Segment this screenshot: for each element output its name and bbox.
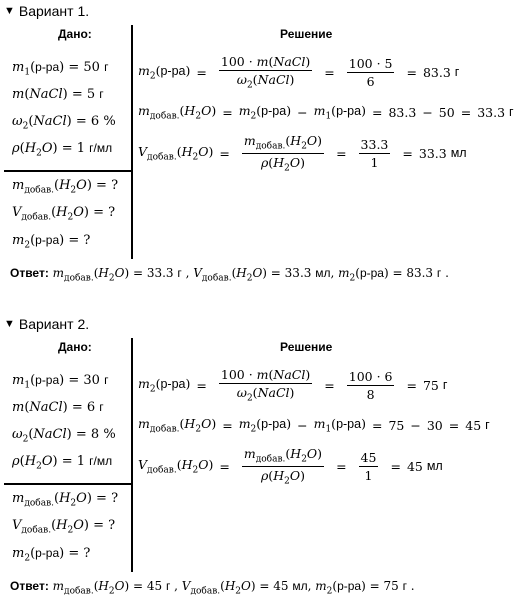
formula-v-add: $V_{добав.}(H_2O)$ = $\frac{m_{добав.}(H_2O)}{\rho(H_2O)}$ = $\frac{33.3}{1}$ = 33.3 мл	[138, 133, 467, 173]
divider-horizontal	[4, 170, 133, 172]
variant-1-toggle[interactable]	[4, 3, 89, 19]
solution-title: Решение	[280, 340, 333, 354]
answer-line: Ответ: $m_{добав.}(H_2O) = 33.3$ г , $V_{добав.}(H_2O) = 33.3$ мл, $m_2(р-ра) = 83.3$ г .	[10, 266, 449, 284]
formula-m2: $m_2(р-ра)$ = $\frac{\text{100 · m(NaCl)}}{\omega_2(NaCl)}$ = $\frac{100 \cdot 6}{8}$ = 75 г	[138, 367, 448, 404]
solution-title: Решение	[280, 27, 333, 41]
variant-1	[0, 0, 514, 300]
find-v-add: $V_{добав.}(H_2O)$ = ?	[12, 205, 116, 223]
divider-vertical	[131, 338, 133, 572]
formula-v-add: $V_{добав.}(H_2O)$ = $\frac{m_{добав.}(H_2O)}{\rho(H_2O)}$ = $\frac{45}{1}$ = 45 мл	[138, 446, 443, 486]
answer-line: Ответ: $m_{добав.}(H_2O) = 45$ г , $V_{добав.}(H_2O) = 45$ мл, $m_2(р-ра) = 75$ г .	[10, 579, 415, 597]
given-m1: $m_1(р-ра) = 50$ г	[12, 60, 109, 78]
variant-2-toggle[interactable]	[4, 316, 89, 332]
given-m-nacl: m(NaCl) = 5 г	[12, 87, 104, 102]
find-v-add: $V_{добав.}(H_2O)$ = ?	[12, 518, 116, 536]
given-rho: $\rho(H_2O) = 1$ г/мл	[12, 454, 113, 472]
given-m-nacl: m(NaCl) = 6 г	[12, 400, 104, 415]
find-m-add: $m_{добав.}(H_2O)$ = ?	[12, 178, 119, 196]
find-m2: $m_2(р-ра)$ = ?	[12, 233, 91, 251]
divider-vertical	[131, 25, 133, 259]
formula-m-add: $m_{добав.}(H_2O)$ = $m_2(р-ра)$ − $m_1(р-ра)$ = 75 − 30 = 45 г	[138, 416, 490, 435]
given-w2: $\omega_2(NaCl) = 8$ %	[12, 427, 116, 445]
formula-m2: $m_2(р-ра)$ = $\frac{\text{100 · m(NaCl)}}{\omega_2(NaCl)}$ = $\frac{100 \cdot 5}{6}$ = 83.3 г	[138, 54, 460, 91]
variant-2-title: Вариант 2.	[18, 316, 90, 332]
divider-horizontal	[4, 483, 133, 485]
given-rho: $\rho(H_2O) = 1$ г/мл	[12, 141, 113, 159]
find-m2: $m_2(р-ра)$ = ?	[12, 546, 91, 564]
find-m-add: $m_{добав.}(H_2O)$ = ?	[12, 491, 119, 509]
given-title: Дано:	[58, 340, 92, 354]
triangle-down-icon: ▼	[4, 5, 15, 17]
variant-2	[0, 313, 500, 607]
given-m1: $m_1(р-ра) = 30$ г	[12, 373, 109, 391]
given-title: Дано:	[58, 27, 92, 41]
given-w2: $\omega_2(NaCl) = 6$ %	[12, 114, 116, 132]
triangle-down-icon: ▼	[4, 318, 15, 330]
formula-m-add: $m_{добав.}(H_2O)$ = $m_2(р-ра)$ − $m_1(р-ра)$ = 83.3 − 50 = 33.3 г	[138, 103, 514, 122]
variant-1-title: Вариант 1.	[18, 3, 90, 19]
